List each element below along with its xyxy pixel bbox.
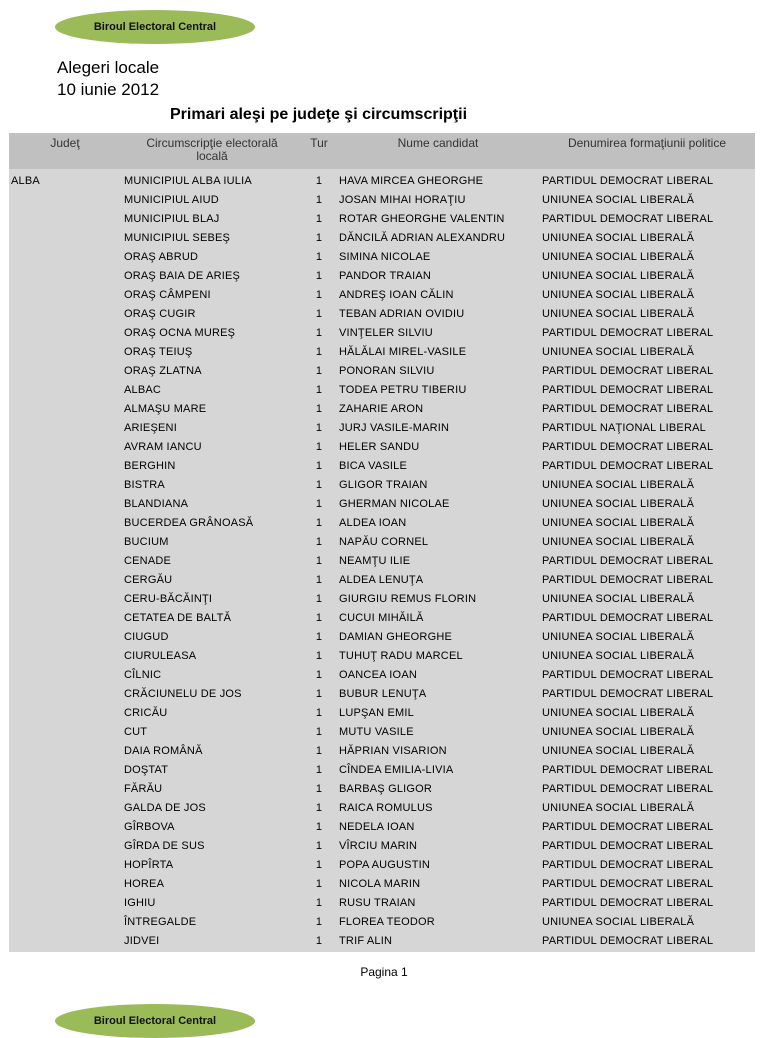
cell-circumscriptie: GÎRDA DE SUS [124,840,205,852]
column-header-judet: Judeţ [50,136,80,150]
cell-tur: 1 [315,878,323,890]
table-row [9,438,755,457]
table-row [9,894,755,913]
cell-circumscriptie: GALDA DE JOS [124,802,206,814]
cell-circumscriptie: ALBAC [124,384,162,396]
cell-circumscriptie: BISTRA [124,479,165,491]
cell-tur: 1 [315,270,323,282]
cell-circumscriptie: BUCIUM [124,536,169,548]
cell-circumscriptie: MUNICIPIUL SEBEŞ [124,232,231,244]
table-row [9,837,755,856]
cell-nume: MUTU VASILE [339,726,414,738]
cell-circumscriptie: ORAŞ OCNA MUREŞ [124,327,236,339]
table-row [9,267,755,286]
election-type: Alegeri locale [57,58,160,77]
cell-tur: 1 [315,555,323,567]
table-row [9,476,755,495]
cell-partid: UNIUNEA SOCIAL LIBERALĂ [542,479,695,491]
cell-tur: 1 [315,688,323,700]
cell-tur: 1 [315,251,323,263]
column-header-tur: Tur [310,136,328,150]
table-row [9,875,755,894]
table-row [9,609,755,628]
cell-nume: ROTAR GHEORGHE VALENTIN [339,213,505,225]
cell-nume: CÎNDEA EMILIA-LIVIA [339,764,454,776]
cell-partid: UNIUNEA SOCIAL LIBERALĂ [542,289,695,301]
page-title: Primari aleşi pe judeţe şi circumscripţii [170,106,468,123]
cell-partid: UNIUNEA SOCIAL LIBERALĂ [542,536,695,548]
cell-nume: SIMINA NICOLAE [339,251,431,263]
cell-circumscriptie: BERGHIN [124,460,176,472]
cell-nume: RAICA ROMULUS [339,802,433,814]
table-row [9,552,755,571]
cell-nume: TUHUŢ RADU MARCEL [339,650,463,662]
cell-nume: VÎRCIU MARIN [339,840,418,852]
cell-partid: PARTIDUL DEMOCRAT LIBERAL [542,764,714,776]
cell-tur: 1 [315,479,323,491]
cell-circumscriptie: CUT [124,726,148,738]
cell-partid: UNIUNEA SOCIAL LIBERALĂ [542,270,695,282]
table-row [9,400,755,419]
cell-circumscriptie: CERU-BĂCĂINŢI [124,593,213,605]
cell-tur: 1 [315,308,323,320]
cell-tur: 1 [315,802,323,814]
cell-circumscriptie: DOŞTAT [124,764,169,776]
cell-tur: 1 [315,650,323,662]
cell-partid: UNIUNEA SOCIAL LIBERALĂ [542,726,695,738]
cell-tur: 1 [315,916,323,928]
cell-partid: UNIUNEA SOCIAL LIBERALĂ [542,308,695,320]
cell-tur: 1 [315,213,323,225]
cell-partid: PARTIDUL DEMOCRAT LIBERAL [542,384,714,396]
table-row [9,590,755,609]
cell-circumscriptie: IGHIU [124,897,156,909]
cell-nume: GLIGOR TRAIAN [339,479,428,491]
cell-partid: UNIUNEA SOCIAL LIBERALĂ [542,916,695,928]
header-badge [55,10,255,44]
table-row [9,362,755,381]
cell-circumscriptie: CETATEA DE BALTĂ [124,612,232,624]
cell-nume: FLOREA TEODOR [339,916,435,928]
cell-partid: UNIUNEA SOCIAL LIBERALĂ [542,802,695,814]
cell-nume: HĂPRIAN VISARION [339,745,447,757]
cell-tur: 1 [315,726,323,738]
table-row [9,191,755,210]
cell-nume: NEAMŢU ILIE [339,555,411,567]
cell-nume: ANDREŞ IOAN CĂLIN [339,289,454,301]
cell-partid: UNIUNEA SOCIAL LIBERALĂ [542,650,695,662]
cell-tur: 1 [315,384,323,396]
cell-partid: UNIUNEA SOCIAL LIBERALĂ [542,517,695,529]
cell-partid: PARTIDUL DEMOCRAT LIBERAL [542,213,714,225]
cell-nume: ALDEA LENUŢA [339,574,424,586]
cell-partid: PARTIDUL DEMOCRAT LIBERAL [542,878,714,890]
cell-circumscriptie: HOPÎRTA [124,859,174,871]
cell-nume: NAPĂU CORNEL [339,536,429,548]
cell-tur: 1 [315,707,323,719]
table-row [9,533,755,552]
cell-nume: NEDELA IOAN [339,821,415,833]
cell-partid: PARTIDUL DEMOCRAT LIBERAL [542,612,714,624]
cell-nume: RUSU TRAIAN [339,897,416,909]
cell-nume: BARBAŞ GLIGOR [339,783,433,795]
cell-circumscriptie: ALMAŞU MARE [124,403,207,415]
table-header [9,133,755,169]
cell-tur: 1 [315,612,323,624]
cell-partid: PARTIDUL DEMOCRAT LIBERAL [542,327,714,339]
cell-circumscriptie: ORAŞ TEIUŞ [124,346,193,358]
cell-nume: ALDEA IOAN [339,517,407,529]
column-header-partid: Denumirea formaţiunii politice [567,136,727,150]
cell-tur: 1 [315,194,323,206]
cell-circumscriptie: GÎRBOVA [124,821,175,833]
table-row [9,571,755,590]
cell-partid: PARTIDUL DEMOCRAT LIBERAL [542,688,714,700]
cell-tur: 1 [315,327,323,339]
cell-circumscriptie: HOREA [124,878,165,890]
results-table [9,133,755,952]
cell-tur: 1 [315,175,323,187]
table-row [9,514,755,533]
cell-partid: PARTIDUL DEMOCRAT LIBERAL [542,859,714,871]
cell-nume: JURJ VASILE-MARIN [339,422,450,434]
cell-circumscriptie: CRĂCIUNELU DE JOS [124,688,242,700]
cell-tur: 1 [315,859,323,871]
cell-partid: PARTIDUL DEMOCRAT LIBERAL [542,840,714,852]
cell-nume: HĂLĂLAI MIREL-VASILE [339,346,467,358]
cell-partid: UNIUNEA SOCIAL LIBERALĂ [542,707,695,719]
table-row [9,229,755,248]
cell-tur: 1 [315,289,323,301]
cell-partid: UNIUNEA SOCIAL LIBERALĂ [542,593,695,605]
cell-tur: 1 [315,365,323,377]
cell-partid: UNIUNEA SOCIAL LIBERALĂ [542,745,695,757]
cell-tur: 1 [315,517,323,529]
cell-tur: 1 [315,441,323,453]
table-row [9,856,755,875]
cell-circumscriptie: CIURULEASA [124,650,197,662]
cell-partid: PARTIDUL DEMOCRAT LIBERAL [542,783,714,795]
cell-nume: TRIF ALIN [339,935,393,947]
table-row [9,286,755,305]
cell-nume: LUPŞAN EMIL [339,707,414,719]
table-row [9,210,755,229]
table-row [9,457,755,476]
cell-nume: OANCEA IOAN [339,669,417,681]
cell-partid: PARTIDUL DEMOCRAT LIBERAL [542,441,714,453]
table-row [9,419,755,438]
cell-nume: HAVA MIRCEA GHEORGHE [339,175,484,187]
cell-circumscriptie: CRICĂU [124,707,168,719]
table-row [9,628,755,647]
cell-nume: VINŢELER SILVIU [339,327,433,339]
badge-text-bottom: Biroul Electoral Central [93,1015,217,1027]
cell-tur: 1 [315,574,323,586]
table-body [9,169,755,952]
cell-nume: ZAHARIE ARON [339,403,424,415]
table-row [9,799,755,818]
cell-partid: UNIUNEA SOCIAL LIBERALĂ [542,498,695,510]
table-row [9,704,755,723]
table-row [9,647,755,666]
cell-tur: 1 [315,783,323,795]
cell-partid: PARTIDUL DEMOCRAT LIBERAL [542,365,714,377]
cell-circumscriptie: AVRAM IANCU [124,441,202,453]
cell-circumscriptie: BUCERDEA GRÂNOASĂ [124,517,254,529]
cell-partid: PARTIDUL NAŢIONAL LIBERAL [542,422,706,434]
cell-circumscriptie: FĂRĂU [124,783,163,795]
cell-circumscriptie: ORAŞ CÂMPENI [124,289,211,301]
cell-nume: GHERMAN NICOLAE [339,498,450,510]
cell-nume: TEBAN ADRIAN OVIDIU [339,308,465,320]
cell-tur: 1 [315,840,323,852]
table-row [9,248,755,267]
cell-circumscriptie: ÎNTREGALDE [124,916,197,928]
cell-circumscriptie: BLANDIANA [124,498,189,510]
cell-circumscriptie: CERGĂU [124,574,173,586]
cell-nume: DAMIAN GHEORGHE [339,631,453,643]
cell-nume: BICA VASILE [339,460,408,472]
table-row [9,381,755,400]
cell-tur: 1 [315,460,323,472]
cell-circumscriptie: CENADE [124,555,172,567]
cell-partid: UNIUNEA SOCIAL LIBERALĂ [542,232,695,244]
cell-nume: GIURGIU REMUS FLORIN [339,593,477,605]
column-header-nume: Nume candidat [397,136,479,150]
cell-nume: HELER SANDU [339,441,420,453]
cell-tur: 1 [315,631,323,643]
cell-circumscriptie: DAIA ROMÂNĂ [124,745,203,757]
table-row [9,761,755,780]
table-row [9,172,755,191]
table-row [9,666,755,685]
cell-tur: 1 [315,498,323,510]
cell-nume: NICOLA MARIN [339,878,421,890]
cell-circumscriptie: ORAŞ ZLATNA [124,365,202,377]
table-row [9,685,755,704]
cell-tur: 1 [315,422,323,434]
page-number: Pagina 1 [360,965,408,979]
table-row [9,305,755,324]
cell-nume: JOSAN MIHAI HORAŢIU [339,194,466,206]
cell-partid: UNIUNEA SOCIAL LIBERALĂ [542,194,695,206]
cell-tur: 1 [315,403,323,415]
table-row [9,818,755,837]
cell-partid: PARTIDUL DEMOCRAT LIBERAL [542,897,714,909]
cell-judet: ALBA [11,175,40,187]
cell-tur: 1 [315,669,323,681]
cell-partid: PARTIDUL DEMOCRAT LIBERAL [542,821,714,833]
cell-tur: 1 [315,593,323,605]
footer-badge [55,1004,255,1038]
cell-circumscriptie: MUNICIPIUL BLAJ [124,213,220,225]
cell-partid: PARTIDUL DEMOCRAT LIBERAL [542,574,714,586]
cell-partid: PARTIDUL DEMOCRAT LIBERAL [542,669,714,681]
cell-tur: 1 [315,764,323,776]
table-row [9,742,755,761]
cell-circumscriptie: CIUGUD [124,631,169,643]
cell-nume: BUBUR LENUŢA [339,688,427,700]
table-row [9,913,755,932]
cell-partid: UNIUNEA SOCIAL LIBERALĂ [542,251,695,263]
table-row [9,343,755,362]
cell-circumscriptie: MUNICIPIUL ALBA IULIA [124,175,252,187]
column-header-circumscriptie: Circumscripţie electorală locală [146,136,278,163]
cell-partid: UNIUNEA SOCIAL LIBERALĂ [542,631,695,643]
cell-tur: 1 [315,935,323,947]
cell-partid: UNIUNEA SOCIAL LIBERALĂ [542,346,695,358]
cell-nume: PONORAN SILVIU [339,365,435,377]
cell-nume: DĂNCILĂ ADRIAN ALEXANDRU [339,232,506,244]
table-row [9,324,755,343]
cell-partid: PARTIDUL DEMOCRAT LIBERAL [542,403,714,415]
cell-circumscriptie: ARIEŞENI [124,422,177,434]
table-row [9,780,755,799]
cell-circumscriptie: JIDVEI [124,935,160,947]
badge-text: Biroul Electoral Central [93,21,217,33]
cell-nume: PANDOR TRAIAN [339,270,432,282]
cell-tur: 1 [315,745,323,757]
cell-partid: PARTIDUL DEMOCRAT LIBERAL [542,555,714,567]
cell-nume: CUCUI MIHĂILĂ [339,612,424,624]
cell-nume: POPA AUGUSTIN [339,859,431,871]
cell-tur: 1 [315,536,323,548]
table-row [9,495,755,514]
cell-circumscriptie: ORAŞ ABRUD [124,251,199,263]
cell-circumscriptie: ORAŞ CUGIR [124,308,196,320]
cell-circumscriptie: CÎLNIC [124,669,162,681]
cell-circumscriptie: ORAŞ BAIA DE ARIEŞ [124,270,241,282]
election-date: 10 iunie 2012 [57,80,160,99]
cell-tur: 1 [315,897,323,909]
cell-partid: PARTIDUL DEMOCRAT LIBERAL [542,935,714,947]
cell-tur: 1 [315,232,323,244]
cell-nume: TODEA PETRU TIBERIU [339,384,467,396]
table-row [9,723,755,742]
cell-tur: 1 [315,346,323,358]
cell-partid: PARTIDUL DEMOCRAT LIBERAL [542,175,714,187]
cell-partid: PARTIDUL DEMOCRAT LIBERAL [542,460,714,472]
table-row [9,932,755,951]
cell-circumscriptie: MUNICIPIUL AIUD [124,194,219,206]
cell-tur: 1 [315,821,323,833]
